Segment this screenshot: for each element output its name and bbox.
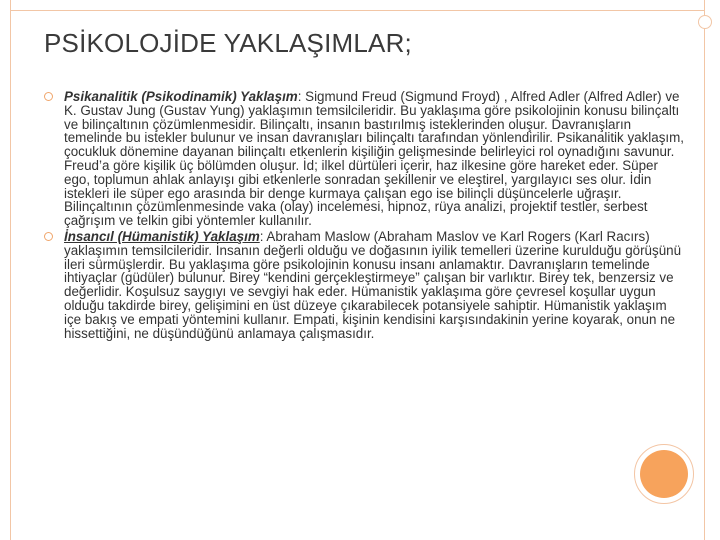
bullet-psychoanalytic	[44, 90, 684, 228]
bullet-body: : Abraham Maslow (Abraham Maslov ve Karl Rogers (Karl Racırs) yaklaşımın temsilcileridir. İnsanın değerli olduğu ve doğasının iyilik temelleri üzerine kurulduğu görüşünü ileri sürmüşlerdir. Bu yaklaşıma göre psikolojinin konusu insanı anlamaktır. Davranışların temelinde ihtiyaçlar (güdüler) bulunur. Birey “kendini gerçekleştirmeye” çalışan bir varlıktır. Birey tek, benzersiz ve değerlidir. Koşulsuz saygıyı ve sevgiyi hak eder. Hümanistik yaklaşıma göre çevresel koşullar uygun olduğu takdirde birey, gelişimini en üst düzeye çıkarabilecek potansiyele sahiptir. Hümanistik yaklaşım içe bakış ve empati yöntemini kullanır. Empati, kişinin kendisini karşısındakinin yerine koyarak, onun ne hissettiğini, ne düşündüğünü anlamaya çalışmasıdır.	[64, 228, 682, 341]
orange-circle-decoration	[640, 450, 688, 498]
corner-ring-decoration	[698, 15, 712, 29]
frame-top-line	[10, 10, 705, 11]
bullet-circle-icon	[44, 92, 53, 101]
bullet-heading: Psikanalitik (Psikodinamik) Yaklaşım	[64, 89, 298, 104]
slide-title: PSİKOLOJİDE YAKLAŞIMLAR;	[44, 28, 412, 58]
bullet-circle-icon	[44, 232, 53, 241]
bullet-heading: İnsancıl (Hümanistik) Yaklaşım	[64, 228, 260, 244]
frame-right-line	[704, 0, 705, 540]
bullet-list	[44, 90, 684, 340]
bullet-body: : Sigmund Freud (Sigmund Froyd) , Alfred Adler (Alfred Adler) ve K. Gustav Jung (Gustav Yung) yaklaşımın temsilcileridir. Bu yaklaşıma göre psikolojinin konusu bilinçaltı ve bilinçaltının çözümlenmesidir. Bilinçaltı, insanın bastırılmış isteklerinden oluşur. Davranışların temelinde bu istekler bulunur ve insan davranışları bilinçaltı tarafından yönlendirilir. Psikanalitik yaklaşım, çocukluk dönemine dayanan bilinçaltı etkenlerin kişiliğin gelişmesinde belirleyici rol oynadığını savunur. Freud’a göre kişilik üç bölümden oluşur. İd; ilkel dürtüleri içerir, haz ilkesine göre hareket eder. Süper ego, toplumun ahlak anlayışı gibi etkenlerle sonradan şekillenir ve eleştirel, yargılayıcı ses olur. İdin istekleri ile süper ego arasında bir denge kurmaya çalışan ego ise bilinçli düşüncelerle uğraşır. Bilinçaltının çözümlenmesinde vaka (olay) incelemesi, hipnoz, rüya analizi, projektif testler, serbest çağrışım ve telkin gibi yöntemler kullanılır.	[64, 89, 684, 229]
bullet-humanistic	[44, 230, 684, 340]
frame-left-line	[10, 0, 11, 540]
